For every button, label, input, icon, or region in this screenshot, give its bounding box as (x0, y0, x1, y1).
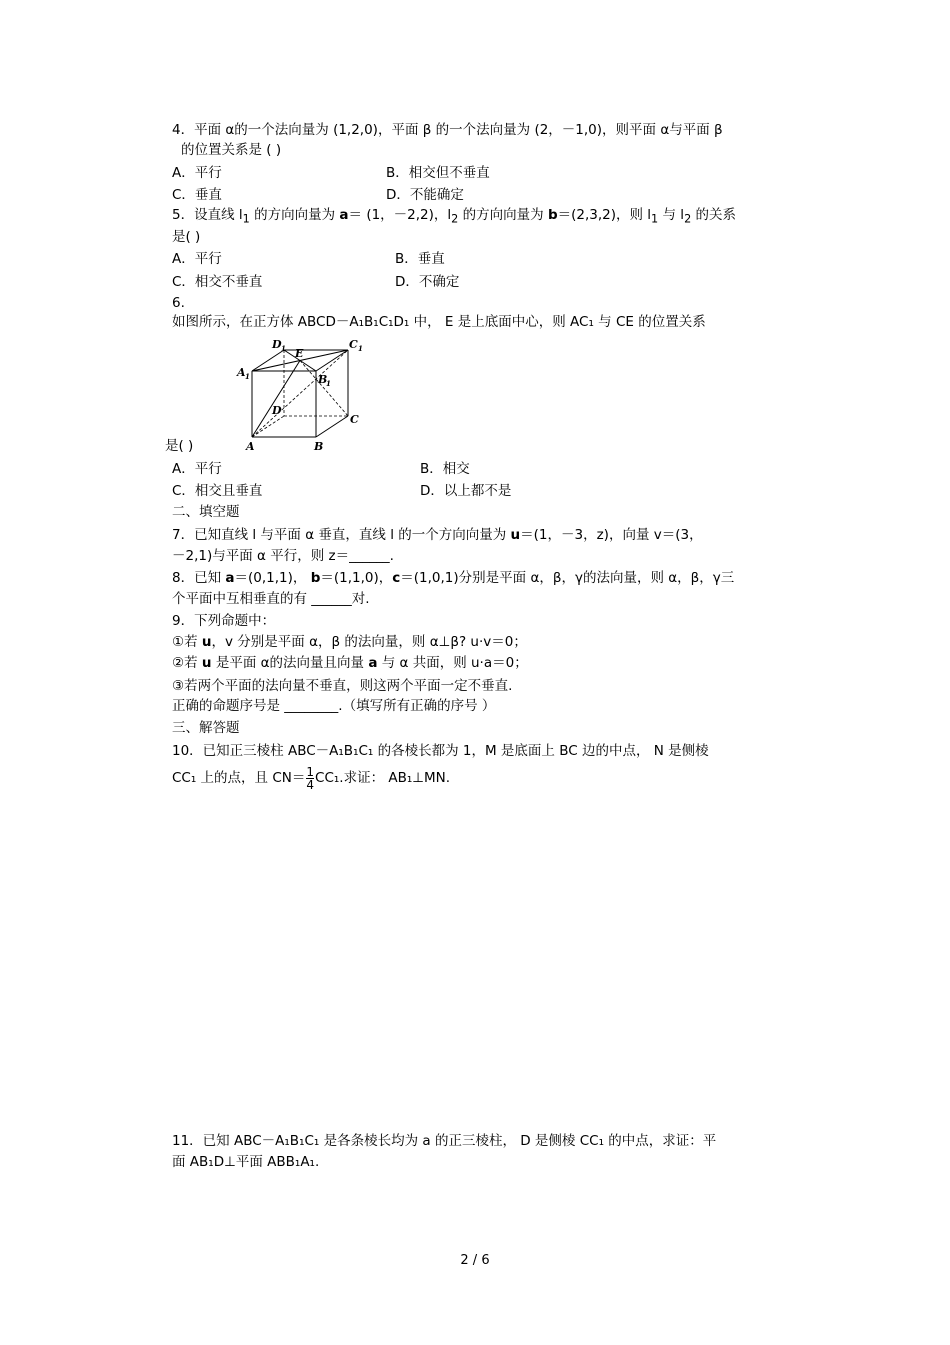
q9-title: 9．下列命题中： (172, 613, 276, 629)
label-d1-sub: 1 (281, 344, 286, 353)
q5-option-a: A．平行 (172, 251, 222, 267)
edge-ad-hidden (252, 416, 284, 437)
label-c1-sub: 1 (358, 344, 363, 353)
label-d1: D (272, 338, 282, 351)
edge-bc (316, 416, 348, 437)
q5-option-c: C．相交不垂直 (172, 274, 263, 290)
section-solution-heading: 三、解答题 (172, 720, 240, 736)
q5-option-b: B．垂直 (395, 251, 445, 267)
label-b: B (314, 440, 324, 453)
q6-stem-line1: 如图所示，在正方体 ABCD－A₁B₁C₁D₁ 中， E 是上底面中心，则 AC₁ 与 CE 的位置关系 (172, 314, 706, 330)
q9-item1: ①若 u，v 分别是平面 α，β 的法向量，则 α⊥β? u·v＝0； (172, 634, 527, 650)
q11-stem-line2: 面 AB₁D⊥平面 ABB₁A₁. (172, 1154, 320, 1170)
q9-item3: ③若两个平面的法向量不垂直，则这两个平面一定不垂直. (172, 678, 513, 694)
q9-answer: 正确的命题序号是 ________.（填写所有正确的序号 ） (172, 698, 496, 714)
q6-option-c: C．相交且垂直 (172, 483, 263, 499)
q6-stem-line2: 是( ) (165, 438, 194, 454)
page-number: 2 / 6 (460, 1253, 490, 1268)
q5-stem-line2: 是( ) (172, 229, 201, 245)
fraction-one-quarter: $\frac{1}{4}$ (306, 764, 315, 792)
segment-ec-hidden (300, 361, 348, 417)
q7-stem-line2: －2,1)与平面 α 平行，则 z＝______. (172, 548, 394, 564)
q4-option-c: C．垂直 (172, 187, 222, 203)
diag-ac1-hidden (252, 350, 348, 437)
q4-stem-line2: 的位置关系是 ( ) (181, 142, 282, 158)
cube-diagram (232, 333, 362, 453)
segment-ae (252, 361, 300, 438)
q4-stem-line1: 4．平面 α的一个法向量为 (1,2,0)，平面 β 的一个法向量为 (2，－1,0)，则平面 α与平面 β (172, 122, 723, 138)
label-d: D (272, 404, 282, 417)
q4-option-a: A．平行 (172, 165, 222, 181)
q8-stem-line2: 个平面中互相垂直的有 ______对. (172, 591, 370, 607)
q10-stem-line1: 10．已知正三棱柱 ABC－A₁B₁C₁ 的各棱长都为 1，M 是底面上 BC 边的中点， N 是侧棱 (172, 743, 709, 759)
label-a: A (246, 440, 255, 453)
q6-option-b: B．相交 (420, 461, 470, 477)
q10-stem-line2: CC₁ 上的点，且 CN＝ $\frac{1}{4}$ CC₁.求证： AB₁⊥MN. (172, 764, 451, 792)
label-a1-sub: 1 (245, 372, 250, 381)
label-b1: B (318, 373, 328, 386)
section-fill-in-heading: 二、填空题 (172, 504, 240, 520)
label-e: E (295, 347, 304, 360)
q8-stem-line1: 8．已知 a＝(0,1,1)， b＝(1,1,0)，c＝(1,0,1)分别是平面 α，β，γ的法向量，则 α，β，γ三 (172, 570, 735, 586)
q6-number: 6. (172, 295, 185, 311)
q7-stem-line1: 7．已知直线 l 与平面 α 垂直，直线 l 的一个方向向量为 u＝(1，－3，z)，向量 v＝(3， (172, 527, 703, 543)
label-a1: A (237, 366, 246, 379)
q5-stem-line1: 5．设直线 $l_1$ 的方向向量为 a＝ (1，－2,2)，$l_2$ 的方向向量为 b＝(2,3,2)，则 $l_1$ 与 $l_2$ 的关系 (172, 207, 737, 226)
label-c: C (350, 413, 359, 426)
label-c1: C (349, 338, 358, 351)
q6-option-d: D．以上都不是 (420, 483, 512, 499)
q11-stem-line1: 11．已知 ABC－A₁B₁C₁ 是各条棱长均为 a 的正三棱柱， D 是侧棱 CC₁ 的中点，求证：平 (172, 1133, 717, 1149)
label-b1-sub: 1 (326, 379, 331, 388)
q5-option-d: D．不确定 (395, 274, 460, 290)
q4-option-b: B．相交但不垂直 (386, 165, 490, 181)
q4-option-d: D．不能确定 (386, 187, 464, 203)
q6-option-a: A．平行 (172, 461, 222, 477)
q9-item2: ②若 u 是平面 α的法向量且向量 a 与 α 共面，则 u·a＝0； (172, 655, 528, 671)
